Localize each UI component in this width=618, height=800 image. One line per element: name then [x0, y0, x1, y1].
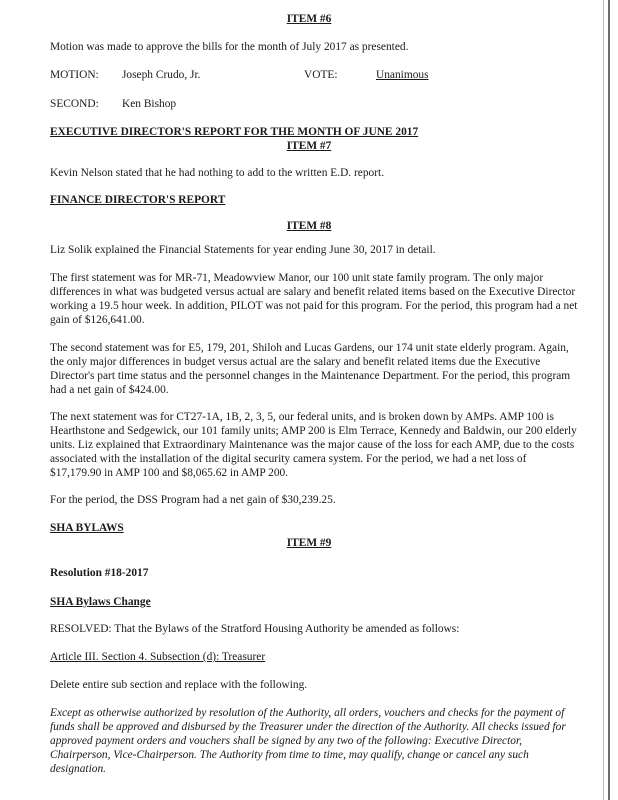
item8-paragraph-5: For the period, the DSS Program had a net gain of $30,239.25.: [50, 494, 336, 506]
item9-heading: ITEM #9: [286, 537, 332, 549]
scan-edge-line: [608, 0, 610, 800]
item9-section-heading: SHA BYLAWS: [50, 522, 124, 534]
resolution-number: Resolution #18-2017: [50, 567, 149, 579]
motion-name: Joseph Crudo, Jr.: [122, 69, 201, 81]
second-label: SECOND:: [50, 98, 99, 110]
item8-paragraph-4: The next statement was for CT27-1A, 1B, 2, 3, 5, our federal units, and is broken down by AMPs. AMP 100 is Hearthstone and Sedgewick, our 101 family units; AMP 200 is Elm Terrace, Kennedy and Baldwin, our 200 elderly units. Liz explained that Extraordinary Maintenance was the major cause of the loss for each AMP, due to the costs associated with the installation of the digital security camera system. For the period, we had a net loss of $17,179.90 in AMP 100 and $8,065.62 in AMP 200.: [50, 411, 577, 479]
item6-motion-text: Motion was made to approve the bills for the month of July 2017 as presented.: [50, 41, 409, 53]
item7-heading: ITEM #7: [286, 140, 332, 152]
item8-paragraph-3: The second statement was for E5, 179, 201, Shiloh and Lucas Gardens, our 174 unit state elderly program. Again, the only major differences in budget versus actual are the salary and benefit related items due the Executive Director's part time status and the personnel changes in the Maintenance Department. For the period, this program had a net gain of $424.00.: [50, 342, 571, 396]
item7-text: Kevin Nelson stated that he had nothing to add to the written E.D. report.: [50, 167, 385, 179]
item6-heading: ITEM #6: [286, 13, 332, 25]
vote-label: VOTE:: [304, 69, 338, 81]
item8-paragraph-2: The first statement was for MR-71, Meadowview Manor, our 100 unit state family program. The only major differences in what was budgeted versus actual are salary and benefit related items based on the Executive Director working a 19.5 hour week. In addition, PILOT was not paid for this program. For the period, this program had a net gain of $126,641.00.: [50, 272, 578, 326]
item8-paragraph-1: Liz Solik explained the Financial Statements for year ending June 30, 2017 in detail.: [50, 244, 436, 256]
bylaws-change-subheading: SHA Bylaws Change: [50, 596, 151, 608]
delete-instruction: Delete entire sub section and replace with the following.: [50, 679, 308, 691]
article-reference: Article III. Section 4. Subsection (d): Treasurer: [50, 651, 266, 663]
vote-value: Unanimous: [376, 69, 429, 81]
treasurer-replacement-text: Except as otherwise authorized by resolution of the Authority, all orders, vouchers and checks for the payment of funds shall be approved and disbursed by the Treasurer under the direction of the Authority. All checks issued for approved payment orders and vouchers shall be signed by any two of the following: Executive Director, Chairperson, Vice-Chairperson. The Authority from time to time, may qualify, change or cancel any such designation.: [50, 707, 566, 775]
motion-label: MOTION:: [50, 69, 99, 81]
scan-edge-shadow: [603, 0, 604, 800]
item7-section-heading: EXECUTIVE DIRECTOR'S REPORT FOR THE MONTH OF JUNE 2017: [50, 126, 419, 138]
resolved-text: RESOLVED: That the Bylaws of the Stratford Housing Authority be amended as follows:: [50, 623, 460, 635]
second-name: Ken Bishop: [122, 98, 177, 110]
item8-section-heading: FINANCE DIRECTOR'S REPORT: [50, 194, 226, 206]
item8-heading: ITEM #8: [286, 220, 332, 232]
